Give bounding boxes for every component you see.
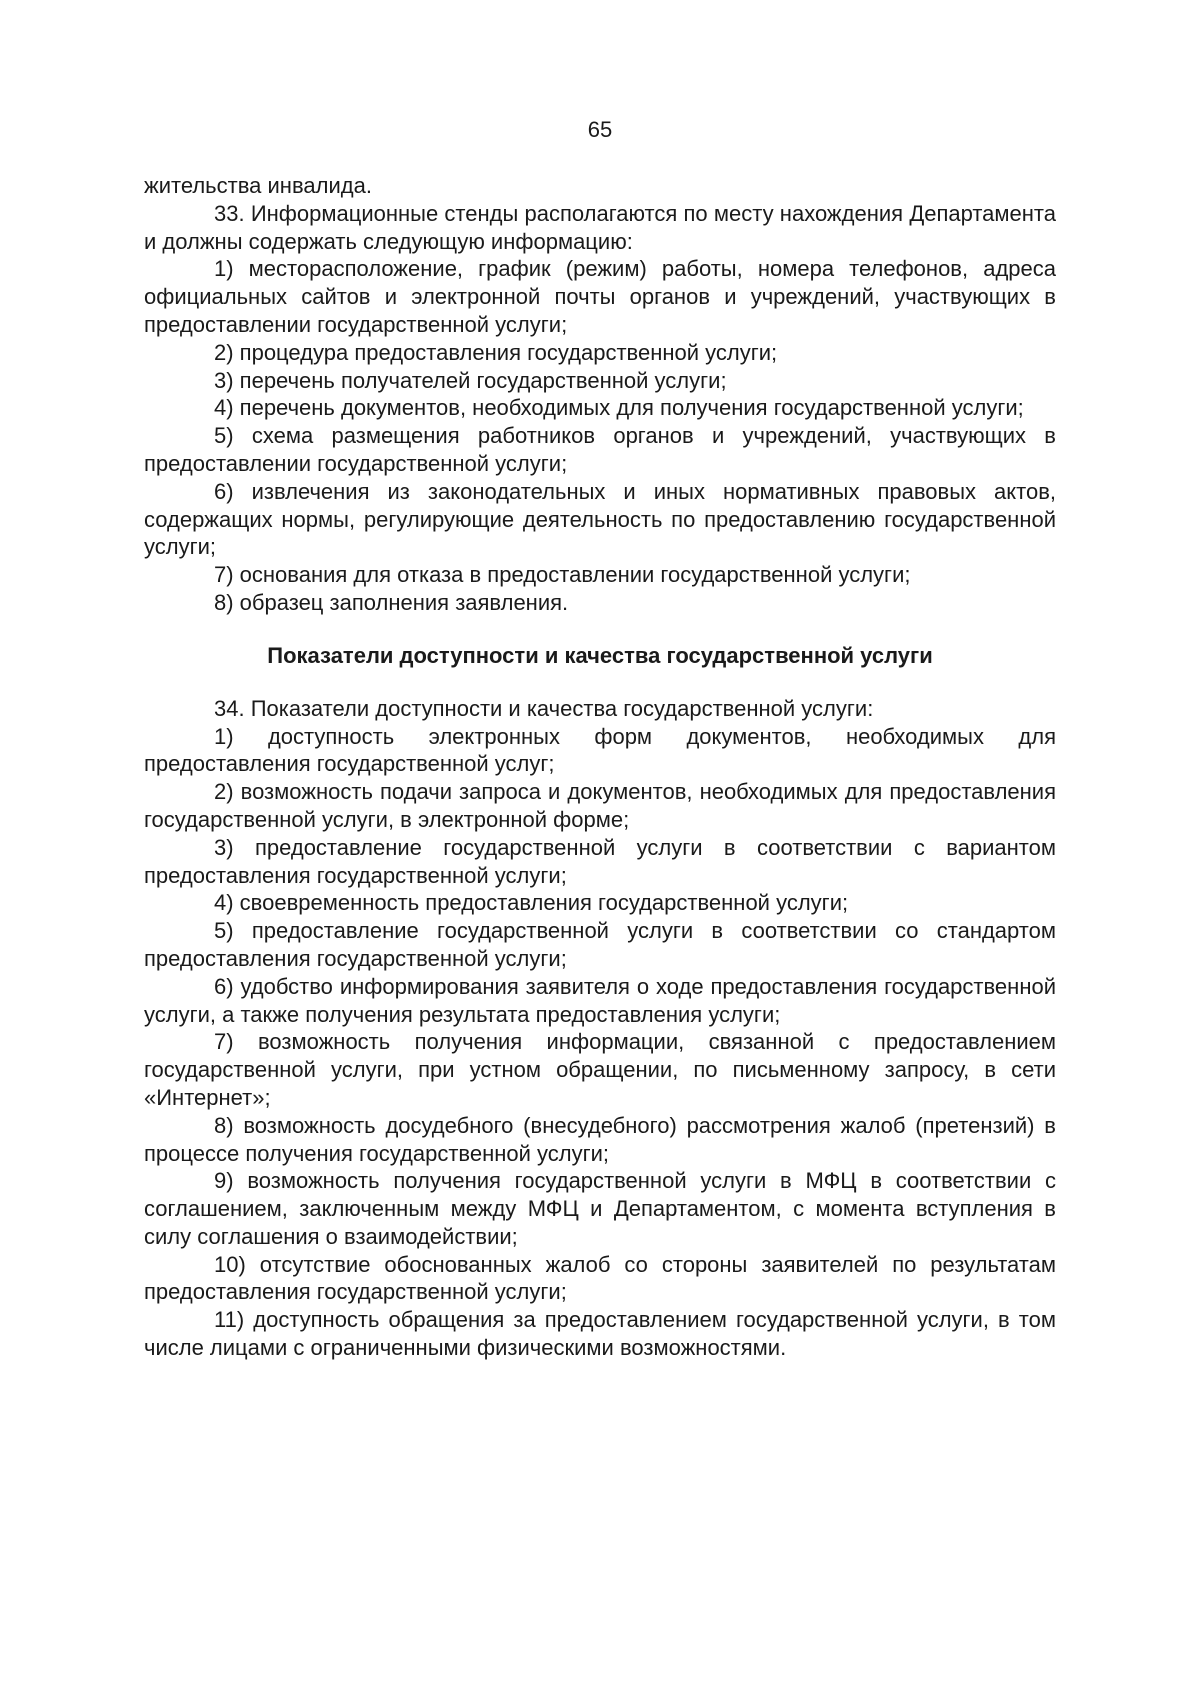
paragraph-33-6: 6) извлечения из законодательных и иных нормативных правовых актов, содержащих нормы, регулирующие деятельность по предоставлению государственной услуги; [144, 478, 1056, 560]
paragraph-33-1: 1) месторасположение, график (режим) работы, номера телефонов, адреса официальных сайтов и электронной почты органов и учреждений, участвующих в предоставлении государственной услуги; [144, 256, 1056, 337]
paragraph-34-10: 10) отсутствие обоснованных жалоб со стороны заявителей по результатам предоставления государственной услуги; [144, 1251, 1056, 1305]
section-heading: Показатели доступности и качества государственной услуги [267, 642, 933, 668]
paragraph-continuation: жительства инвалида. [144, 173, 372, 198]
paragraph-33-5: 5) схема размещения работников органов и учреждений, участвующих в предоставлении государственной услуги; [144, 423, 1056, 476]
paragraph-34-5: 5) предоставление государственной услуги в соответствии со стандартом предоставления государственной услуги; [144, 918, 1056, 971]
paragraph-item-33: 33. Информационные стенды располагаются по месту нахождения Департамента и должны содержать следующую информацию: [144, 200, 1056, 254]
paragraph-34-6: 6) удобство информирования заявителя о ходе предоставления государственной услуги, а также получения результата предоставления услуги; [144, 973, 1056, 1027]
paragraph-33-4: 4) перечень документов, необходимых для получения государственной услуги; [214, 395, 1024, 421]
paragraph-33-2: 2) процедура предоставления государственной услуги; [214, 339, 778, 365]
paragraph-33-8: 8) образец заполнения заявления. [214, 589, 569, 615]
paragraph-34-4: 4) своевременность предоставления государственной услуги; [214, 890, 849, 916]
paragraph-34-7: 7) возможность получения информации, связанной с предоставлением государственной услуги, при устном обращении, по письменному запросу, в сети «Интернет»; [144, 1029, 1056, 1110]
paragraph-34-1: 1) доступность электронных форм документов, необходимых для предоставления государственной услуг; [144, 723, 1056, 777]
paragraph-34-2: 2) возможность подачи запроса и документов, необходимых для предоставления государственной услуги, в электронной форме; [144, 779, 1056, 832]
paragraph-34-3: 3) предоставление государственной услуги в соответствии с вариантом предоставления государственной услуги; [144, 834, 1056, 888]
paragraph-33-7: 7) основания для отказа в предоставлении государственной услуги; [214, 562, 911, 588]
page-number: 65 [587, 117, 613, 142]
paragraph-item-34: 34. Показатели доступности и качества государственной услуги: [214, 695, 874, 721]
paragraph-34-11: 11) доступность обращения за предоставлением государственной услуги, в том числе лицами с ограниченными физическими возможностями. [144, 1307, 1056, 1361]
paragraph-33-3: 3) перечень получателей государственной услуги; [214, 367, 727, 393]
paragraph-34-8: 8) возможность досудебного (внесудебного) рассмотрения жалоб (претензий) в процессе получения государственной услуги; [144, 1112, 1056, 1166]
document-body [144, 172, 1056, 1362]
paragraph-34-9: 9) возможность получения государственной услуги в МФЦ в соответствии с соглашением, заключенным между МФЦ и Департаментом, с момента вступления в силу соглашения о взаимодействии; [144, 1168, 1056, 1249]
